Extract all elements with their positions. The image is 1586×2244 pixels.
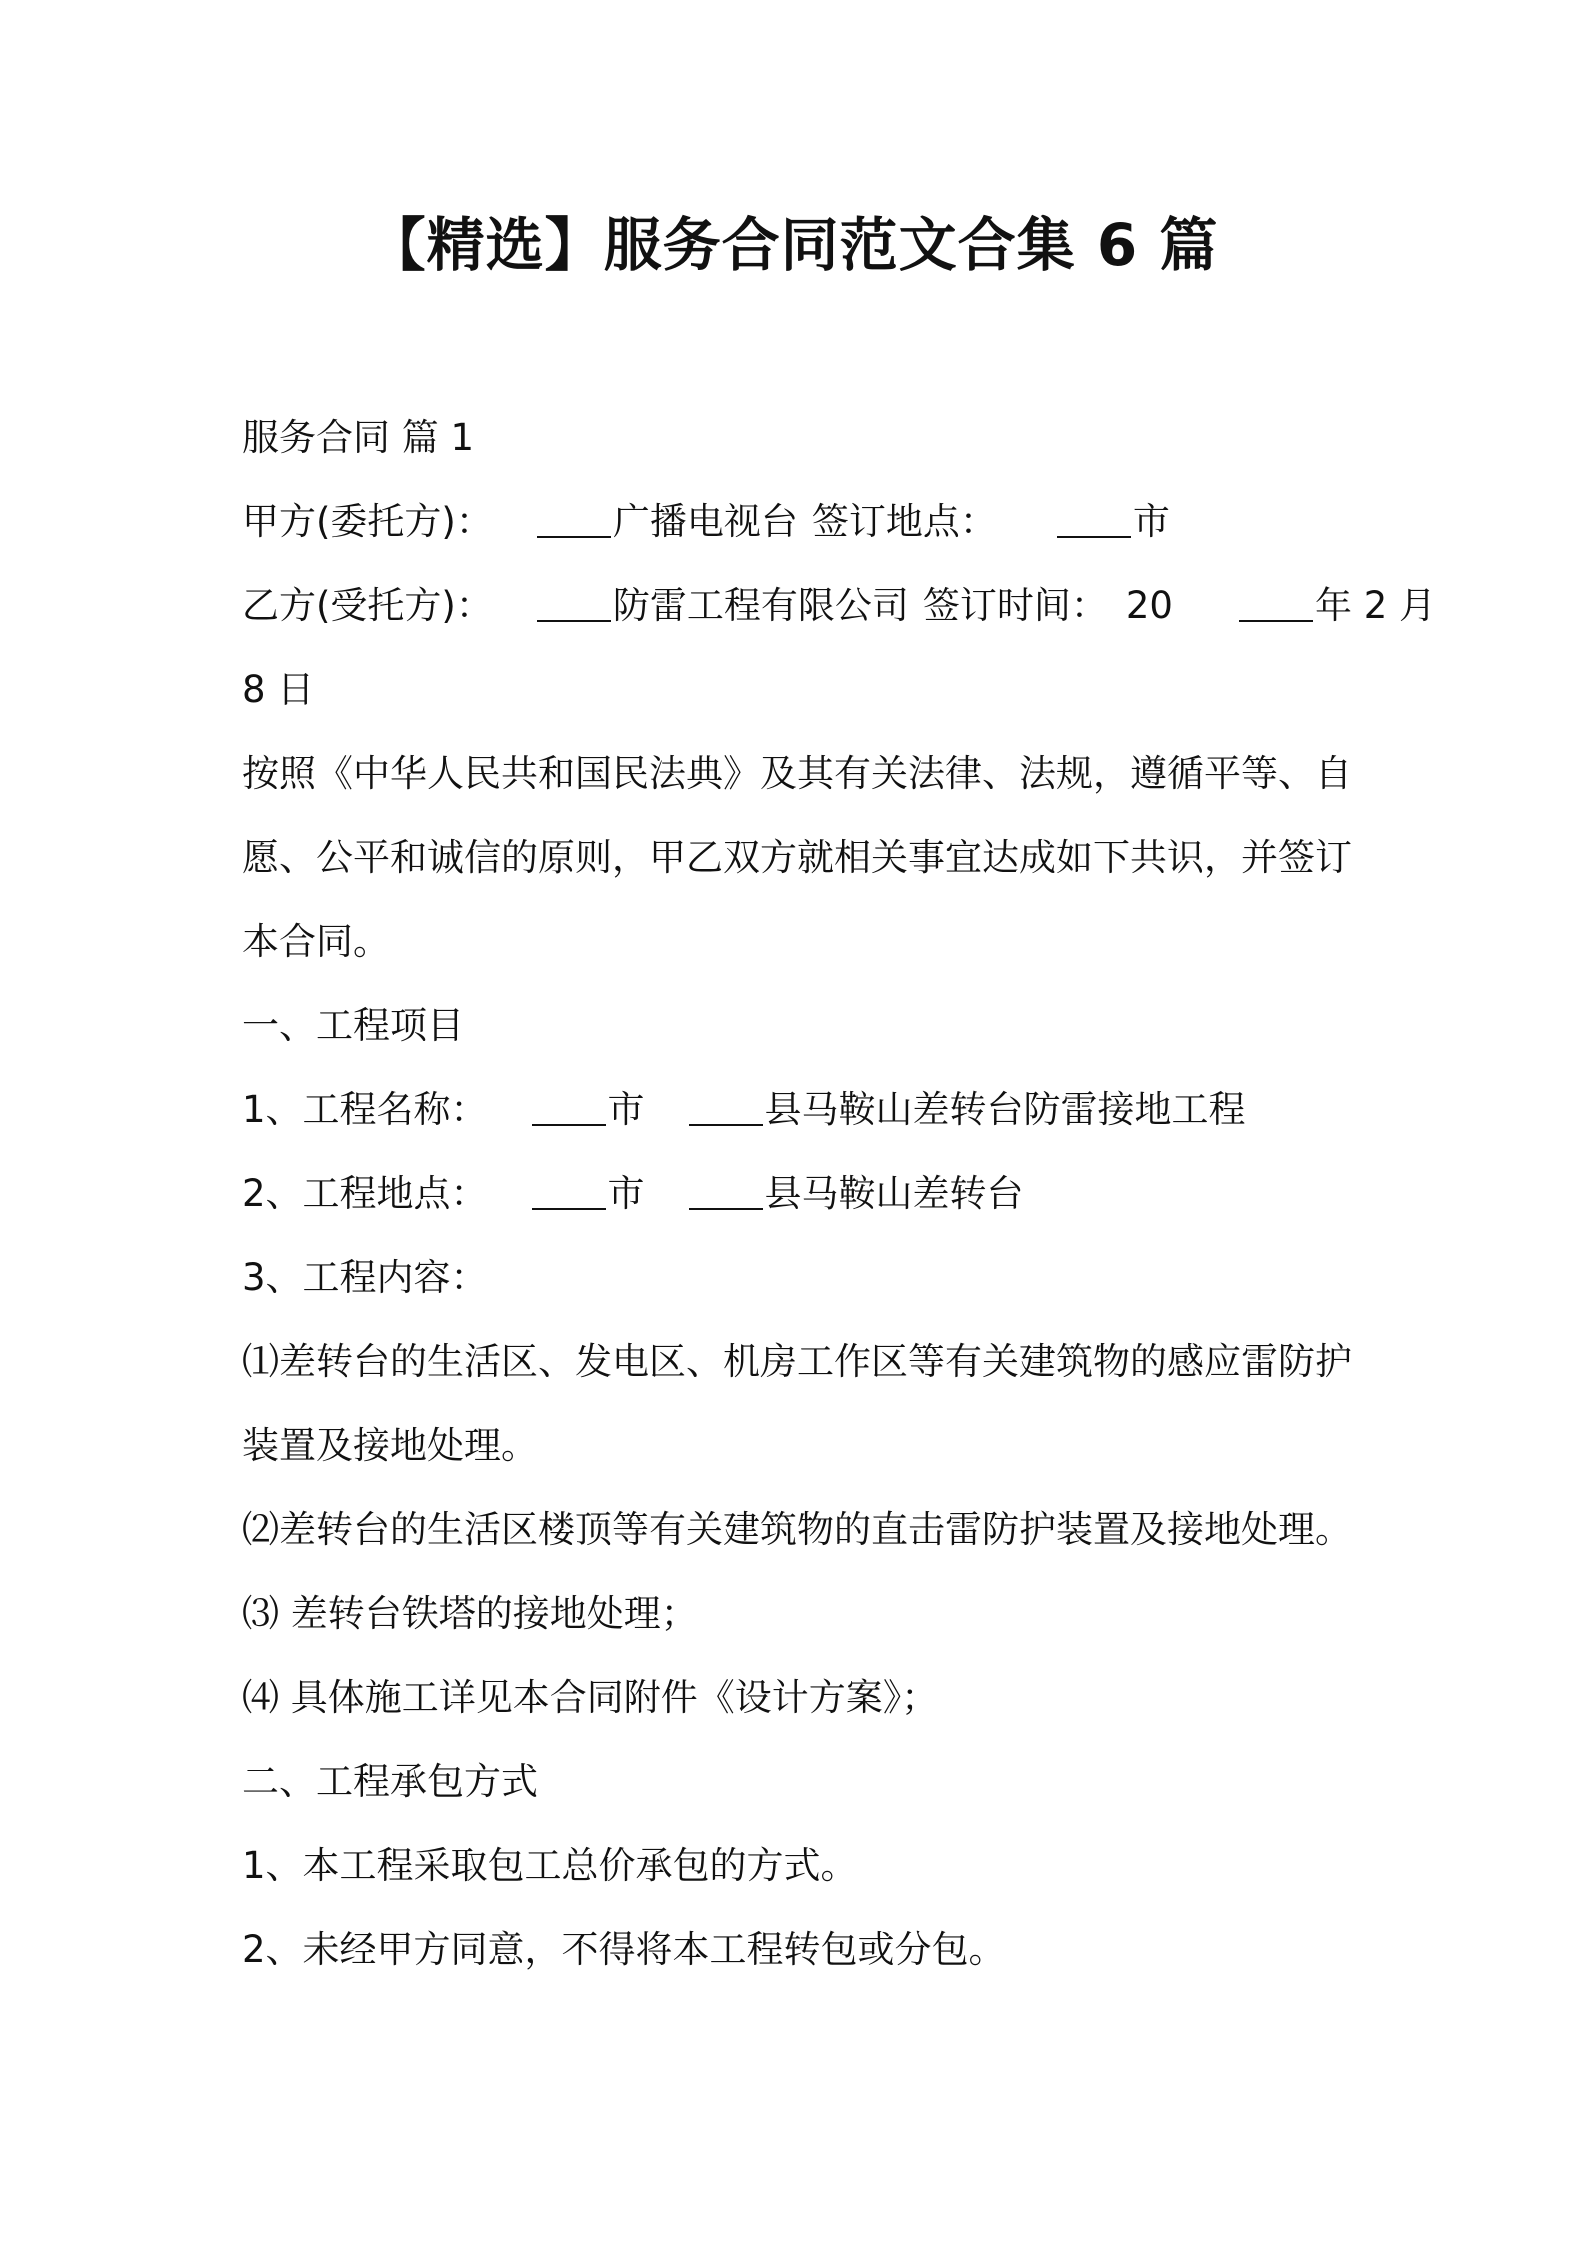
sign-time-label: 签订时间： — [922, 584, 1108, 627]
project-site-city-blank — [532, 1164, 606, 1210]
party-a-name-blank — [537, 492, 611, 538]
sign-place-suffix: 市 — [1132, 500, 1170, 543]
section-two-item: 2、未经甲方同意，不得将本工程转包或分包。 — [242, 1928, 1006, 1971]
project-name-rest: 县马鞍山差转台防雷接地工程 — [764, 1088, 1246, 1131]
project-name-county-blank — [689, 1080, 763, 1126]
content-item: ⑶ 差转台铁塔的接地处理； — [242, 1592, 698, 1635]
section-one-heading: 一、工程项目 — [242, 1004, 464, 1047]
section-two-item: 1、本工程采取包工总价承包的方式。 — [242, 1844, 858, 1887]
content-label: 3、工程内容： — [242, 1256, 488, 1299]
project-site-label: 2、工程地点： — [242, 1172, 488, 1215]
party-a-line — [242, 492, 1362, 576]
sign-time-suffix: 年 2 月 — [1314, 584, 1437, 627]
project-name-line — [242, 1080, 1362, 1164]
project-site-line — [242, 1164, 1362, 1248]
content-item: 装置及接地处理。 — [242, 1424, 538, 1467]
project-site-rest: 县马鞍山差转台 — [764, 1172, 1024, 1215]
sign-time-day: 8 日 — [242, 668, 315, 711]
project-site-county-blank — [689, 1164, 763, 1210]
preamble-line: 本合同。 — [242, 920, 390, 963]
project-name-label: 1、工程名称： — [242, 1088, 488, 1131]
party-a-name-suffix: 广播电视台 — [612, 500, 798, 543]
document-body — [242, 408, 1437, 2004]
project-site-city: 市 — [607, 1172, 645, 1215]
section-two-heading: 二、工程承包方式 — [242, 1760, 538, 1803]
project-name-city-blank — [532, 1080, 606, 1126]
sign-place-label: 签订地点： — [811, 500, 997, 543]
sign-time-prefix: 20 — [1125, 584, 1173, 627]
preamble-line: 愿、公平和诚信的原则，甲乙双方就相关事宜达成如下共识，并签订 — [242, 836, 1352, 879]
party-a-label: 甲方(委托方)： — [242, 500, 493, 543]
sign-place-blank — [1057, 492, 1131, 538]
content-item: ⑷ 具体施工详见本合同附件《设计方案》； — [242, 1676, 939, 1719]
sign-time-year-blank — [1239, 576, 1313, 622]
party-b-label: 乙方(受托方)： — [242, 584, 493, 627]
party-b-name-suffix: 防雷工程有限公司 — [612, 584, 909, 627]
party-b-line — [242, 576, 1437, 660]
content-item: ⑴差转台的生活区、发电区、机房工作区等有关建筑物的感应雷防护 — [242, 1340, 1352, 1383]
section-heading: 服务合同 篇 1 — [242, 416, 475, 459]
party-b-name-blank — [537, 576, 611, 622]
preamble-line: 按照《中华人民共和国民法典》及其有关法律、法规，遵循平等、自 — [242, 752, 1352, 795]
project-name-city: 市 — [607, 1088, 645, 1131]
content-item: ⑵差转台的生活区楼顶等有关建筑物的直击雷防护装置及接地处理。 — [242, 1508, 1352, 1551]
document-title: 【精选】服务合同范文合集 6 篇 — [367, 211, 1219, 279]
